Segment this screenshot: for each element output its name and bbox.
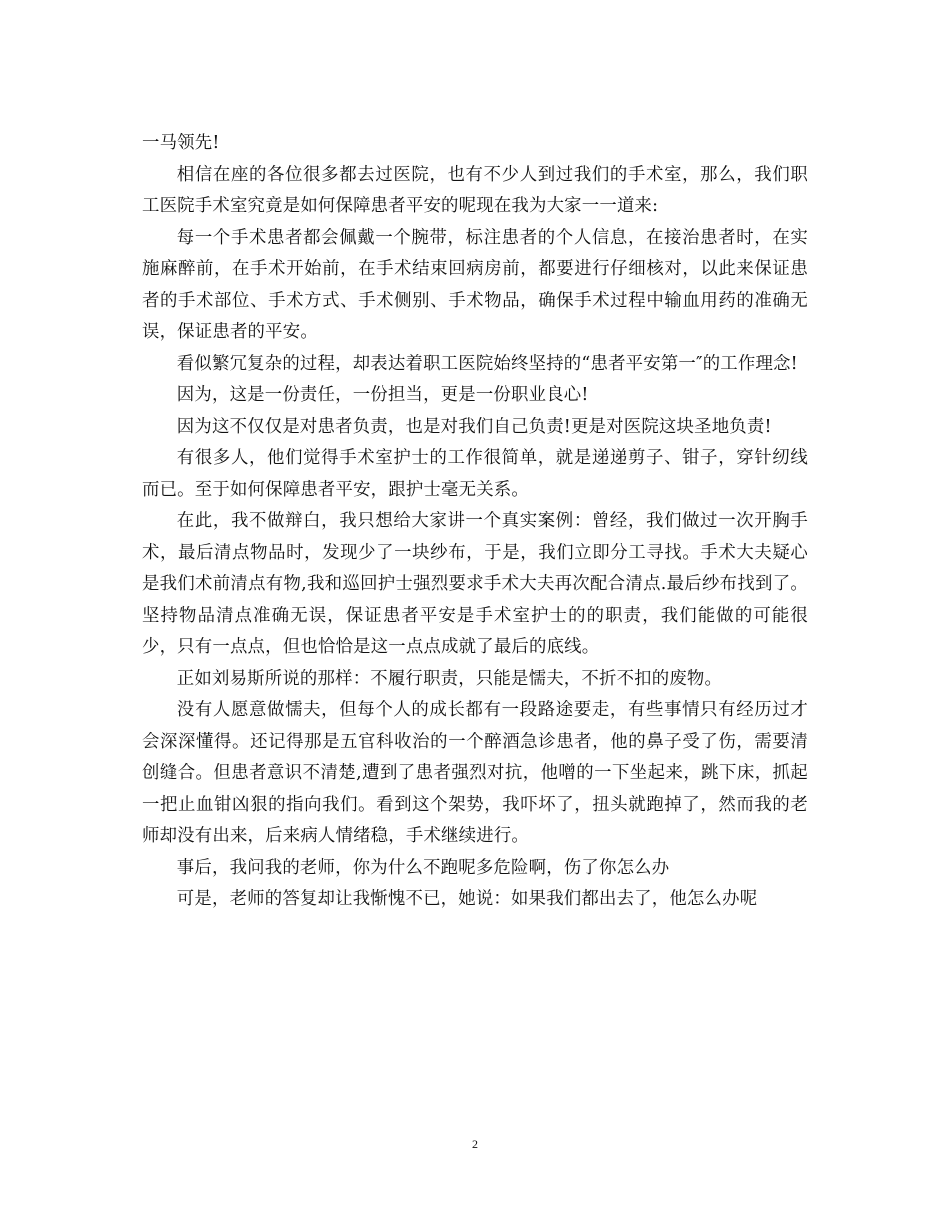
paragraph: 事后，我问我的老师，你为什么不跑呢多危险啊，伤了你怎么办 [176, 857, 670, 878]
paragraph: 没有人愿意做懦夫，但每个人的成长都有一段路途要走，有些事情只有经历过才会深深懂得。还记得那是五官科收治的一个醉酒急诊患者，他的鼻子受了伤，需要清创缝合。但患者意识不清楚,遭到了患者强烈对抗，他噌的一下坐起来，跳下床，抓起一把止血钳凶狠的指向我们。看到这个架势，我吓坏了，扭头就跑掉了，然而我的老师却没有出来，后来病人情绪稳，手术继续进行。 [142, 700, 808, 846]
paragraph: 因为这不仅仅是对患者负责，也是对我们自己负责!更是对医院这块圣地负责! [176, 416, 772, 437]
body-text [142, 128, 808, 916]
paragraph: 看似繁冗复杂的过程，却表达着职工医院始终坚持的“患者平安第一″的工作理念! [176, 353, 798, 374]
paragraph: 每一个手术患者都会佩戴一个腕带，标注患者的个人信息，在接治患者时，在实施麻醉前，在手术开始前，在手术结束回病房前，都要进行仔细核对，以此来保证患者的手术部位、手术方式、手术侧别、手术物品，确保手术过程中输血用药的准确无误，保证患者的平安。 [142, 227, 808, 342]
paragraph: 可是，老师的答复却让我惭愧不已，她说：如果我们都出去了，他怎么办呢 [176, 889, 758, 909]
paragraph: 一马领先! [142, 133, 220, 153]
paragraph: 有很多人，他们觉得手术室护士的工作很简单，就是递递剪子、钳子，穿针纫线而已。至于如何保障患者平安，跟护士毫无关系。 [142, 448, 808, 500]
paragraph: 因为，这是一份责任，一份担当，更是一份职业良心! [176, 385, 589, 405]
paragraph: 相信在座的各位很多都去过医院，也有不少人到过我们的手术室，那么，我们职工医院手术室究竟是如何保障患者平安的呢现在我为大家一一道来: [142, 164, 808, 216]
paragraph: 正如刘易斯所说的那样：不履行职责，只能是懦夫，不折不扣的废物。 [176, 668, 723, 689]
page-number: 2 [472, 1137, 478, 1151]
paragraph: 在此，我不做辩白，我只想给大家讲一个真实案例：曾经，我们做过一次开胸手术，最后清点物品时，发现少了一块纱布，于是，我们立即分工寻找。手术大夫疑心是我们术前清点有物,我和巡回护士强烈要求手术大夫再次配合清点.最后纱布找到了。坚持物品清点准确无误，保证患者平安是手术室护士的的职责，我们能做的可能很少，只有一点点，但也恰恰是这一点点成就了最后的底线。 [142, 511, 808, 657]
